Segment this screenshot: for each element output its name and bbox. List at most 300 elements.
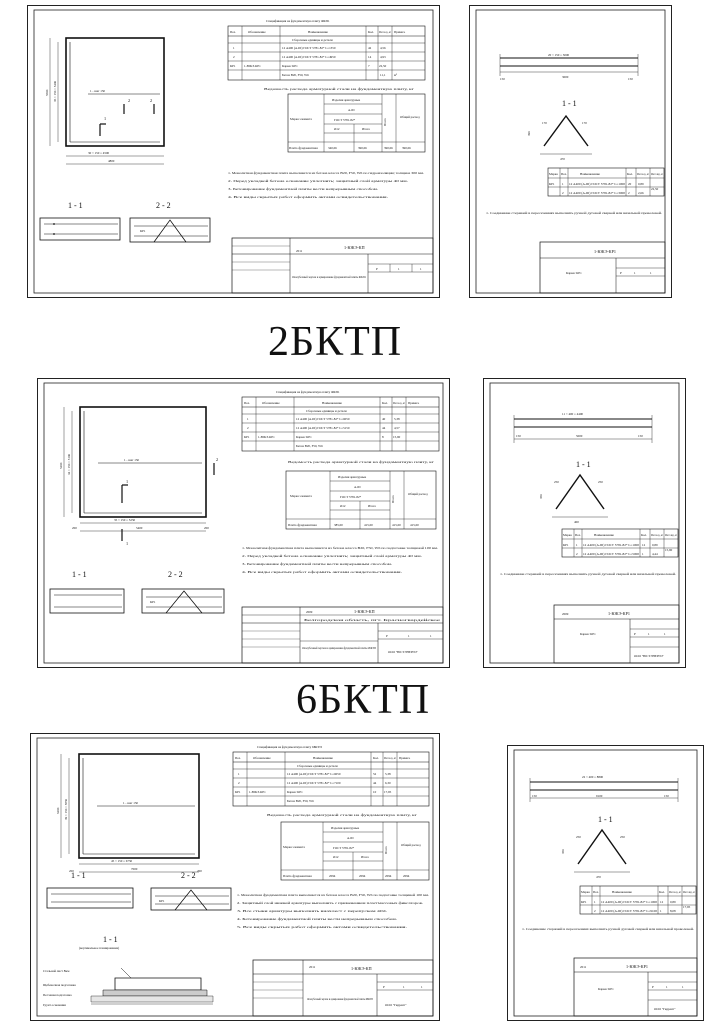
svg-text:250: 250 — [598, 480, 603, 484]
svg-text:1: 1 — [634, 271, 636, 275]
svg-text:Марка: Марка — [549, 172, 558, 176]
svg-text:2,66: 2,66 — [638, 191, 644, 195]
svg-text:17,95: 17,95 — [683, 905, 691, 909]
svg-text:Ø12: Ø12 — [333, 855, 339, 859]
svg-text:Ведомость расхода арматурной с: Ведомость расхода арматурной стали на фундаментную плиту, кг — [288, 460, 377, 464]
svg-text:2: 2 — [576, 552, 578, 556]
svg-text:Итого: Итого — [362, 127, 371, 131]
svg-text:2: 2 — [562, 191, 564, 195]
svg-text:Плита фундаментная: Плита фундаментная — [283, 874, 312, 878]
svg-text:Опалубочный чертеж и армирован: Опалубочный чертеж и армирование фундаментной плиты 2БКТП — [302, 646, 377, 650]
spec-table-2 — [242, 397, 439, 451]
svg-text:Наименование: Наименование — [322, 401, 342, 405]
svg-text:Ø12: Ø12 — [334, 127, 340, 131]
svg-text:22 × 400 = 8800: 22 × 400 = 8800 — [582, 775, 604, 779]
plan-dim-h-inner: 36 × 150 = 5400 — [53, 80, 57, 102]
svg-text:1: 1 — [420, 267, 422, 271]
stamp-name: Опалубочный чертеж и армирование фундаментной плиты ФКП1 — [292, 275, 367, 279]
svg-text:ГОСТ 5781-82*: ГОСТ 5781-82* — [334, 118, 356, 122]
frame-stamp-code: 1-ЮКЭ-КР1 — [594, 249, 617, 254]
svg-text:12 А400 (А-III) ГОСТ 5781-82*: 12 А400 (А-III) ГОСТ 5781-82* L=1000 — [569, 182, 626, 186]
svg-text:12 А400 (А-III) ГОСТ 5781-82*: 12 А400 (А-III) ГОСТ 5781-82* L=1000 — [583, 543, 640, 547]
svg-text:Примеч.: Примеч. — [408, 401, 420, 405]
svg-text:1 - 1: 1 - 1 — [103, 935, 118, 944]
frame-title-block — [540, 242, 665, 293]
svg-text:2094: 2094 — [403, 874, 410, 878]
svg-text:44: 44 — [373, 781, 377, 785]
svg-text:1: 1 — [642, 552, 644, 556]
svg-text:Спецификация на фундаментную п: Спецификация на фундаментную плиту ФКП1 — [276, 390, 340, 394]
svg-text:385,00: 385,00 — [334, 523, 343, 527]
plan-dim-w-inner: 30 × 150 = 4500 — [88, 151, 110, 155]
svg-text:Масса ед., кг: Масса ед., кг — [393, 401, 411, 405]
svg-text:12 А400 (А-III) ГОСТ 5781-82*: 12 А400 (А-III) ГОСТ 5781-82* L=7100 — [287, 781, 341, 785]
svg-text:415,00: 415,00 — [392, 523, 401, 527]
svg-text:Щебеночная подготовка: Щебеночная подготовка — [43, 983, 76, 987]
svg-text:15,90: 15,90 — [393, 435, 401, 439]
svg-text:Итого: Итого — [361, 855, 370, 859]
frame-spec-table-2 — [562, 529, 685, 557]
svg-text:52: 52 — [373, 772, 377, 776]
svg-text:Р: Р — [383, 985, 385, 989]
svg-text:1: 1 — [594, 900, 596, 904]
drawing-sheet-plan-2 — [37, 378, 450, 668]
svg-text:Ø12: Ø12 — [340, 504, 346, 508]
svg-text:200: 200 — [204, 526, 209, 530]
svg-text:ГОСТ 5781-82*: ГОСТ 5781-82* — [333, 846, 355, 850]
svg-text:1 - шаг 150: 1 - шаг 150 — [123, 801, 139, 805]
svg-text:8: 8 — [382, 435, 384, 439]
svg-text:КР1: КР1 — [563, 543, 569, 547]
svg-text:Марка: Марка — [581, 890, 590, 894]
svg-text:5. Все виды скрытых работ офор: 5. Все виды скрытых работ оформить актами освидетельствования. — [237, 925, 408, 929]
drawing-sheet-frame-3 — [507, 745, 704, 1021]
svg-text:1-ЮКЭ-КП: 1-ЮКЭ-КП — [354, 609, 375, 614]
plan-cut-2b: 2 — [150, 98, 153, 103]
svg-text:Кол.: Кол. — [659, 890, 665, 894]
svg-text:250: 250 — [554, 480, 559, 484]
svg-text:1: 1 — [576, 543, 578, 547]
svg-text:Поз.: Поз. — [244, 401, 250, 405]
svg-text:Сборочные единицы и детали: Сборочные единицы и детали — [306, 409, 347, 413]
svg-text:12: 12 — [642, 543, 646, 547]
svg-text:Масса изд., кг: Масса изд., кг — [651, 172, 671, 176]
svg-text:1: 1 — [398, 267, 400, 271]
svg-text:2: 2 — [594, 909, 596, 913]
svg-text:12 А400 (А-III) ГОСТ 5781-82*: 12 А400 (А-III) ГОСТ 5781-82* L=5150 — [296, 426, 350, 430]
svg-text:4,57: 4,57 — [394, 426, 400, 430]
svg-text:ООО "Гидрант": ООО "Гидрант" — [654, 1007, 676, 1011]
svg-text:415,00: 415,00 — [364, 523, 373, 527]
svg-text:20: 20 — [628, 182, 632, 186]
svg-text:Марка элемента: Марка элемента — [290, 494, 312, 498]
svg-text:12 А400 (А-III) ГОСТ 5781-82*: 12 А400 (А-III) ГОСТ 5781-82* L=3000 — [569, 191, 626, 195]
svg-text:35 × 150 = 5250: 35 × 150 = 5250 — [114, 518, 136, 522]
section-2-2: 2 - 2 — [156, 201, 171, 210]
svg-text:Каркас КР1: Каркас КР1 — [580, 632, 596, 636]
svg-text:Общий расход: Общий расход — [401, 843, 421, 847]
svg-text:1: 1 — [562, 182, 564, 186]
svg-text:5,38: 5,38 — [385, 772, 391, 776]
note-3: 3. Бетонирование фундаментной плиты вести непрерывным способом. — [228, 187, 379, 191]
svg-text:А-III: А-III — [347, 836, 354, 840]
svg-text:1: 1 — [247, 417, 249, 421]
svg-text:КР1: КР1 — [244, 435, 250, 439]
svg-text:14: 14 — [368, 55, 372, 59]
plan-dim-w-outer: 4800 — [108, 159, 115, 163]
svg-text:Плита фундаментная: Плита фундаментная — [288, 523, 317, 527]
svg-text:1. Соединение стержней в перес: 1. Соединение стержней в пересечениях выполнять ручной дуговой сваркой или вязальной проволокой. — [500, 572, 677, 576]
svg-text:3. Все стыки арматуры выполнят: 3. Все стыки арматуры выполнять внахлест с перепуском 40d. — [237, 909, 388, 913]
drawing-sheet-frame-2 — [483, 378, 686, 668]
svg-text:Масса ед., кг: Масса ед., кг — [384, 756, 402, 760]
svg-text:Сборочные единицы и детали: Сборочные единицы и детали — [297, 764, 338, 768]
svg-text:0,89: 0,89 — [652, 543, 658, 547]
svg-text:Белгородская область, пгт. Кра: Белгородская область, пгт. Красногвардейское — [304, 618, 367, 622]
frame-stamp-name: Каркас КР1 — [566, 271, 582, 275]
svg-text:м³: м³ — [394, 73, 397, 77]
svg-text:Спецификация на фундаментную п: Спецификация на фундаментную плиту 6БКТП — [257, 745, 322, 749]
spec-table-3 — [233, 752, 429, 806]
svg-text:2: 2 — [216, 457, 219, 462]
foundation-section — [91, 968, 213, 1004]
svg-text:2. Перед укладкой бетона основ: 2. Перед укладкой бетона основание уплотнить; защитный слой арматуры 40 мм. — [242, 554, 423, 558]
frame-drawing-3 — [508, 746, 703, 1020]
svg-text:Кол.: Кол. — [368, 30, 374, 34]
svg-text:360: 360 — [539, 494, 543, 499]
svg-text:Марка элемента: Марка элемента — [283, 845, 305, 849]
svg-text:11,1: 11,1 — [380, 73, 386, 77]
svg-text:2 - 2: 2 - 2 — [168, 570, 183, 579]
title-block — [232, 238, 433, 293]
svg-text:200: 200 — [197, 869, 202, 873]
svg-text:42: 42 — [368, 46, 372, 50]
svg-text:Р: Р — [620, 271, 622, 275]
svg-text:2: 2 — [247, 426, 249, 430]
svg-text:390,06: 390,06 — [402, 146, 411, 150]
frame-drawing-2 — [484, 379, 685, 667]
svg-text:Кол.: Кол. — [641, 533, 647, 537]
svg-text:150: 150 — [516, 434, 521, 438]
svg-text:34 × 150 = 5100: 34 × 150 = 5100 — [67, 453, 71, 475]
svg-text:1: 1 — [233, 46, 235, 50]
svg-text:250: 250 — [620, 835, 625, 839]
svg-text:415,00: 415,00 — [410, 523, 419, 527]
title-block-3 — [253, 960, 433, 1016]
svg-text:12 А400 (А-III) ГОСТ 5781-82*: 12 А400 (А-III) ГОСТ 5781-82* L=1000 — [601, 900, 658, 904]
svg-text:Масса ед., кг: Масса ед., кг — [651, 533, 669, 537]
svg-text:5400: 5400 — [136, 526, 143, 530]
frame-d-base: 470 — [560, 157, 565, 161]
svg-text:40: 40 — [382, 417, 386, 421]
svg-text:Поз.: Поз. — [230, 30, 236, 34]
svg-text:0,89: 0,89 — [638, 182, 644, 186]
svg-text:1-ЮКЭ-КП: 1-ЮКЭ-КП — [351, 966, 372, 971]
svg-text:390,06: 390,06 — [384, 146, 393, 150]
svg-text:5000: 5000 — [576, 434, 583, 438]
group-label-2bktp: 2БКТП — [268, 319, 403, 365]
frame-end-left: 150 — [500, 77, 505, 81]
svg-text:5,38: 5,38 — [394, 417, 400, 421]
svg-text:1: 1 — [126, 541, 129, 546]
svg-text:1: 1 — [126, 479, 129, 484]
steel-table-2 — [286, 471, 436, 529]
svg-text:1 - 1: 1 - 1 — [598, 815, 613, 824]
svg-text:1: 1 — [650, 271, 652, 275]
svg-text:1 - 1: 1 - 1 — [576, 460, 591, 469]
svg-text:7: 7 — [368, 64, 370, 68]
svg-text:1 - 1: 1 - 1 — [72, 570, 87, 579]
svg-text:1-ЮКЭ-КР1: 1-ЮКЭ-КР1 — [626, 964, 649, 969]
plan-drawing-2 — [38, 379, 449, 667]
svg-text:1: 1 — [430, 634, 432, 638]
svg-text:150: 150 — [664, 794, 669, 798]
svg-text:Масса ед., кг: Масса ед., кг — [637, 172, 655, 176]
svg-text:2. Защитный слой нижней армату: 2. Защитный слой нижней арматуры выполнить с применением пластмассовых фиксаторов. — [237, 901, 424, 905]
svg-text:Сборочные единицы и детали: Сборочные единицы и детали — [292, 38, 333, 42]
drawing-sheet-plan-3 — [30, 733, 440, 1021]
svg-text:Р: Р — [634, 632, 636, 636]
frame-note: 1. Соединение стержней в пересечениях выполнять ручной дуговой сваркой или вязальной проволокой. — [486, 211, 663, 215]
svg-text:Масса изд., кг: Масса изд., кг — [683, 890, 703, 894]
plan-drawing-3 — [31, 734, 439, 1020]
frame-section: 1 - 1 — [562, 99, 577, 108]
svg-text:250: 250 — [576, 835, 581, 839]
frame-title-block-3 — [574, 958, 697, 1016]
svg-text:Масса ед., кг: Масса ед., кг — [379, 30, 397, 34]
svg-text:Бетон В20, F50, W6: Бетон В20, F50, W6 — [287, 799, 314, 803]
section-1-1: 1 - 1 — [68, 201, 83, 210]
frame-d-right: 170 — [582, 121, 587, 125]
svg-text:КР1: КР1 — [549, 182, 555, 186]
svg-text:2094: 2094 — [329, 874, 336, 878]
spec-title: Спецификация на фундаментную плиту ФКП1 — [266, 19, 330, 23]
svg-text:2: 2 — [233, 55, 235, 59]
svg-text:Марка: Марка — [563, 533, 572, 537]
svg-text:390,06: 390,06 — [358, 146, 367, 150]
svg-text:12 А400 (А-III) ГОСТ 5781-82*: 12 А400 (А-III) ГОСТ 5781-82* L=6050 — [296, 417, 350, 421]
spec-table — [228, 26, 425, 80]
frame-d-h: 390 — [527, 131, 531, 136]
svg-text:Грунт основания: Грунт основания — [43, 1003, 66, 1007]
svg-text:Общий расход: Общий расход — [400, 115, 420, 119]
stamp-code: 1-ЮКЭ-КП — [344, 245, 365, 250]
svg-text:12 А400 (А-III) ГОСТ 5781-82*: 12 А400 (А-III) ГОСТ 5781-82* L=5000 — [583, 552, 640, 556]
frame-dim-bottom: 3000 — [562, 75, 569, 79]
svg-text:200: 200 — [69, 869, 74, 873]
svg-text:Марка элемента: Марка элемента — [290, 117, 312, 121]
svg-text:3. Бетонирование фундаментной: 3. Бетонирование фундаментной плиты вести непрерывным способом. — [242, 562, 393, 566]
svg-text:12 А400 (А-III) ГОСТ 5781-82*: 12 А400 (А-III) ГОСТ 5781-82* L=9100 — [601, 909, 658, 913]
svg-text:0,89: 0,89 — [670, 900, 676, 904]
svg-text:4. Бетонирование фундаментной: 4. Бетонирование фундаментной плиты вести непрерывным способом. — [237, 917, 398, 921]
svg-text:1: 1 — [682, 985, 684, 989]
svg-text:360: 360 — [561, 849, 565, 854]
svg-text:1-ЮКЭ-КР1: 1-ЮКЭ-КР1 — [249, 790, 266, 794]
svg-text:КР1: КР1 — [230, 64, 236, 68]
svg-text:12 А400 (А-III) ГОСТ 5781-82*: 12 А400 (А-III) ГОСТ 5781-82* L=6050 — [287, 772, 341, 776]
svg-text:200: 200 — [72, 526, 77, 530]
svg-text:Изделия арматурные: Изделия арматурные — [338, 475, 367, 479]
svg-text:Поз.: Поз. — [561, 172, 567, 176]
svg-text:15,90: 15,90 — [665, 548, 673, 552]
svg-text:1. Соединение стержней в перес: 1. Соединение стержней в пересечениях выполнять ручной дуговой сваркой или вязальной проволокой. — [522, 927, 695, 931]
svg-text:4,56: 4,56 — [380, 46, 386, 50]
svg-text:Наименование: Наименование — [580, 172, 600, 176]
svg-text:1-ЮКЭ-КР1: 1-ЮКЭ-КР1 — [244, 64, 261, 68]
svg-text:ООО "ЮСТЭНЕРГО": ООО "ЮСТЭНЕРГО" — [388, 650, 418, 654]
plan-drawing-1 — [28, 6, 439, 297]
svg-text:Изделия арматурные: Изделия арматурные — [332, 98, 361, 102]
note-2: 2. Перед укладкой бетона основание уплотнить; защитный слой арматуры 40 мм. — [228, 179, 409, 183]
svg-text:6,30: 6,30 — [385, 781, 391, 785]
svg-text:Итого: Итого — [368, 504, 377, 508]
svg-text:45 × 150 = 6750: 45 × 150 = 6750 — [111, 859, 133, 863]
svg-text:ГОСТ 5781-82*: ГОСТ 5781-82* — [340, 495, 362, 499]
steel-table — [288, 94, 425, 152]
svg-text:Примеч.: Примеч. — [399, 756, 411, 760]
svg-text:2009: 2009 — [562, 612, 569, 616]
svg-text:1. Монолитная фундаментная пли: 1. Монолитная фундаментная плита выполняется из бетона класса В20, F50, W6 по подготовке толщиной 100 мм. — [237, 893, 392, 897]
drawing-sheet-frame-1 — [469, 5, 672, 298]
svg-text:8,08: 8,08 — [670, 909, 676, 913]
svg-text:Стальной лист 8мм: Стальной лист 8мм — [43, 969, 70, 973]
frame-end-right: 150 — [628, 77, 633, 81]
plan-cut-2: 2 — [128, 98, 131, 103]
svg-text:Всего: Всего — [384, 846, 388, 854]
svg-text:Наименование: Наименование — [612, 890, 632, 894]
svg-text:КР1: КР1 — [159, 899, 165, 903]
svg-text:КР1: КР1 — [235, 790, 241, 794]
frame-d-left: 170 — [542, 121, 547, 125]
svg-text:Поз.: Поз. — [235, 756, 241, 760]
svg-text:Кол.: Кол. — [373, 756, 379, 760]
svg-text:400: 400 — [574, 520, 579, 524]
svg-text:1: 1 — [664, 632, 666, 636]
svg-text:2009: 2009 — [306, 610, 313, 614]
svg-text:2011: 2011 — [580, 965, 587, 969]
svg-text:9100: 9100 — [596, 794, 603, 798]
svg-text:Опалубочный чертеж и армирован: Опалубочный чертеж и армирование фундаментной плиты 6БКТП — [307, 997, 374, 1001]
group-label-6bktp: 6БКТП — [296, 677, 431, 723]
svg-text:150: 150 — [638, 434, 643, 438]
svg-text:Каркас КР1: Каркас КР1 — [296, 435, 312, 439]
frame-title-block-2 — [554, 605, 679, 663]
svg-text:Бетон В20, F50, W6: Бетон В20, F50, W6 — [296, 444, 323, 448]
steel-title: Ведомость расхода арматурной стали на фундаментную плиту, кг — [264, 87, 353, 91]
svg-text:Примеч.: Примеч. — [394, 30, 406, 34]
svg-text:22,50: 22,50 — [651, 187, 659, 191]
stamp-year: 2011 — [296, 249, 303, 253]
svg-text:1: 1 — [403, 985, 405, 989]
svg-text:Обозначение: Обозначение — [262, 401, 280, 405]
svg-text:Р: Р — [652, 985, 654, 989]
frame-spec-table — [548, 168, 671, 196]
note-1: 1. Монолитная фундаментная плита выполняется из бетона класса В20, F50, W6 по гидроизоляции; толщина 300 мм. — [228, 171, 388, 175]
svg-text:Кол.: Кол. — [382, 401, 388, 405]
section-kr-label: КР1 — [140, 229, 146, 233]
frame-spec-table-3 — [580, 886, 703, 914]
svg-text:1. Монолитная фундаментная пли: 1. Монолитная фундаментная плита выполняется из бетона класса В20, F50, W6 по подготовке толщиной 100 мм. — [242, 546, 397, 550]
svg-text:11 × 400 = 4400: 11 × 400 = 4400 — [562, 412, 584, 416]
svg-text:ООО "Гидрант": ООО "Гидрант" — [385, 1003, 407, 1007]
svg-text:Наименование: Наименование — [313, 756, 333, 760]
steel-table-3 — [281, 822, 429, 880]
svg-text:Наименование: Наименование — [594, 533, 614, 537]
plan-bar-label: 1 - шаг 150 — [90, 89, 106, 93]
title-block-2 — [242, 607, 443, 663]
svg-text:2094: 2094 — [359, 874, 366, 878]
svg-text:Всего: Всего — [391, 495, 395, 503]
svg-text:А-III: А-III — [348, 108, 355, 112]
svg-text:39 × 150 = 5850: 39 × 150 = 5850 — [64, 798, 68, 820]
svg-text:1 - шаг 150: 1 - шаг 150 — [124, 458, 140, 462]
svg-text:1: 1 — [421, 985, 423, 989]
svg-text:(вертикальное планирование): (вертикальное планирование) — [79, 946, 120, 950]
svg-text:Кол.: Кол. — [627, 172, 633, 176]
svg-text:4. Все виды скрытых работ офор: 4. Все виды скрытых работ оформить актами освидетельствования. — [242, 570, 403, 574]
svg-text:Обозначение: Обозначение — [248, 30, 266, 34]
svg-text:2: 2 — [238, 781, 240, 785]
svg-text:А-III: А-III — [354, 485, 361, 489]
svg-text:КР1: КР1 — [150, 600, 156, 604]
svg-text:1-ЮКЭ-КР1: 1-ЮКЭ-КР1 — [608, 611, 631, 616]
svg-text:2: 2 — [628, 191, 630, 195]
svg-text:Наименование: Наименование — [308, 30, 328, 34]
svg-text:Обозначение: Обозначение — [253, 756, 271, 760]
svg-text:Каркас КР1: Каркас КР1 — [287, 790, 303, 794]
svg-text:1: 1 — [238, 772, 240, 776]
svg-text:1: 1 — [666, 985, 668, 989]
svg-text:6200: 6200 — [56, 807, 60, 814]
plan-dim-h-outer: 5600 — [45, 89, 49, 96]
svg-text:12 А400 (А-III) ГОСТ 5781-82*: 12 А400 (А-III) ГОСТ 5781-82* L=4950 — [282, 55, 336, 59]
svg-text:1: 1 — [648, 632, 650, 636]
svg-text:Р: Р — [386, 634, 388, 638]
svg-text:4,44: 4,44 — [652, 552, 658, 556]
svg-text:2011: 2011 — [309, 965, 316, 969]
svg-text:4,93: 4,93 — [380, 55, 386, 59]
svg-text:7000: 7000 — [131, 867, 138, 871]
svg-text:10: 10 — [373, 790, 377, 794]
svg-text:Песчаная подготовка: Песчаная подготовка — [43, 993, 72, 997]
svg-text:470: 470 — [596, 875, 601, 879]
svg-text:150: 150 — [532, 794, 537, 798]
svg-text:Изделия арматурные: Изделия арматурные — [331, 826, 360, 830]
svg-text:КР1: КР1 — [581, 900, 587, 904]
svg-text:Всего: Всего — [383, 118, 387, 126]
svg-text:Общий расход: Общий расход — [408, 492, 428, 496]
svg-text:1: 1 — [660, 909, 662, 913]
svg-text:1 - 1: 1 - 1 — [71, 871, 86, 880]
svg-text:Плита фундаментная: Плита фундаментная — [289, 146, 318, 150]
svg-text:1-ЮКЭ-КР1: 1-ЮКЭ-КР1 — [258, 435, 275, 439]
svg-text:2094: 2094 — [385, 874, 392, 878]
svg-text:44: 44 — [382, 426, 386, 430]
svg-text:Масса ед., кг: Масса ед., кг — [669, 890, 687, 894]
note-4: 4. Все виды скрытых работ оформить актами освидетельствования. — [228, 195, 389, 199]
svg-text:Ведомость расхода арматурной с: Ведомость расхода арматурной стали на фундаментную плиту, кг — [267, 813, 356, 817]
frame-drawing-1 — [470, 6, 671, 297]
svg-text:Поз.: Поз. — [593, 890, 599, 894]
svg-text:340,06: 340,06 — [328, 146, 337, 150]
svg-text:Бетон В20, F50, W6: Бетон В20, F50, W6 — [282, 73, 309, 77]
svg-text:Р: Р — [376, 267, 378, 271]
svg-text:22,50: 22,50 — [379, 64, 387, 68]
svg-text:2 - 2: 2 - 2 — [181, 871, 196, 880]
svg-text:ООО "ЮСТЭНЕРГО": ООО "ЮСТЭНЕРГО" — [634, 654, 664, 658]
svg-text:Каркас КР1: Каркас КР1 — [282, 64, 298, 68]
